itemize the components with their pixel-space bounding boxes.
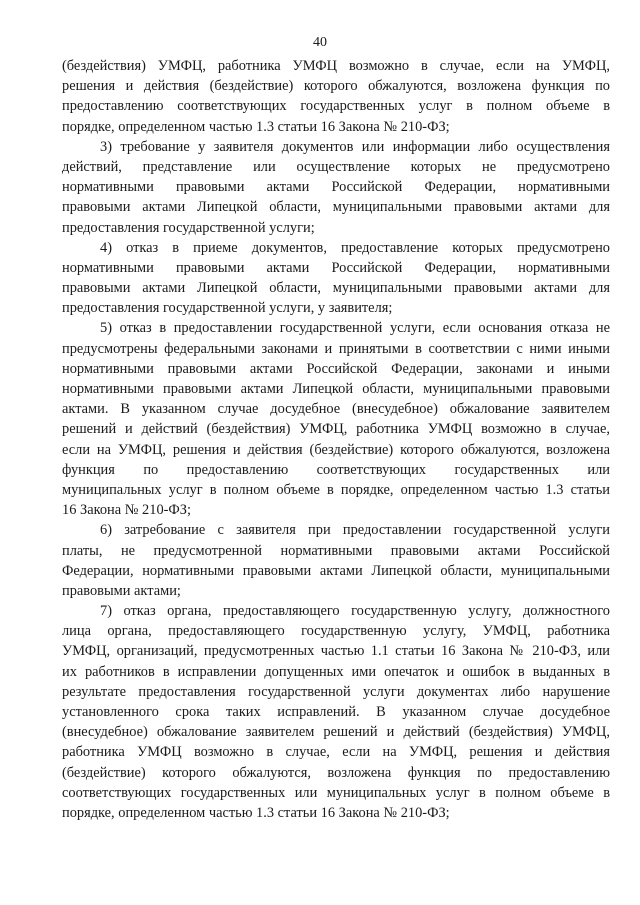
text-line: порядке, определенном частью 1.3 статьи 16 Закона № 210-ФЗ; — [62, 118, 450, 135]
text-line: лица органа, предоставляющего государственную услугу, УМФЦ, работника — [62, 623, 610, 640]
text-line: платы, не предусмотренной нормативными правовыми актами Российской — [62, 542, 610, 559]
text-line: 6) затребование с заявителя при предоставлении государственной услуги — [100, 522, 610, 539]
text-line: порядке, определенном частью 1.3 статьи 16 Закона № 210-ФЗ; — [62, 804, 450, 821]
text-line: соответствующих государственных или муниципальных услуг в полном объеме в — [62, 784, 610, 801]
text-line: предоставления государственной услуги; — [62, 219, 315, 236]
text-line: актами. В указанном случае досудебное (внесудебное) обжалование заявителем — [62, 401, 610, 418]
text-line: (внесудебное) обжалование заявителем решений и действий (бездействия) УМФЦ, — [62, 724, 610, 741]
text-line: нормативными правовыми актами Российской Федерации, нормативными — [62, 179, 610, 196]
text-line: 5) отказ в предоставлении государственной услуги, если основания отказа не — [100, 320, 610, 337]
document-body — [62, 56, 610, 823]
text-line: 3) требование у заявителя документов или информации либо осуществления — [100, 138, 610, 155]
text-line: правовыми актами; — [62, 582, 181, 599]
text-line: если на УМФЦ, решения и действия (бездействие) которого обжалуются, возложена — [62, 441, 610, 458]
text-line: их работников в исправлении допущенных ими опечаток и ошибок в выданных в — [62, 663, 610, 680]
text-line: результате предоставления государственной услуги документах либо нарушение — [62, 683, 610, 700]
text-line: установленного срока таких исправлений. В указанном случае досудебное — [62, 704, 610, 720]
text-line: (бездействия) УМФЦ, работника УМФЦ возможно в случае, если на УМФЦ, — [62, 58, 610, 74]
text-line: решения и действия (бездействие) которого обжалуются, возложена функция по — [62, 78, 610, 95]
text-line: предоставления государственной услуги, у заявителя; — [62, 300, 393, 317]
text-line: предоставлению соответствующих государственных услуг в полном объеме в — [62, 98, 610, 115]
text-line: нормативными правовыми актами Российской Федерации, нормативными — [62, 259, 610, 276]
page-number: 40 — [313, 35, 327, 50]
text-line: действий, представление или осуществление которых не предусмотрено — [62, 158, 610, 175]
text-line: (бездействие) которого обжалуются, возложена функция по предоставлению — [62, 764, 610, 781]
text-line: нормативными правовыми актами Российской Федерации, законами и иными — [62, 360, 610, 377]
text-line: муниципальных услуг в полном объеме в порядке, определенном частью 1.3 статьи — [62, 481, 610, 498]
text-line: решений и действий (бездействия) УМФЦ, работника УМФЦ возможно в случае, — [62, 421, 610, 438]
text-line: 7) отказ органа, предоставляющего государственную услугу, должностного — [100, 603, 610, 620]
text-line: Федерации, нормативными правовыми актами Липецкой области, муниципальными — [62, 562, 610, 579]
text-line: функция по предоставлению соответствующих государственных или — [62, 461, 610, 478]
text-line: правовыми актами Липецкой области, муниципальными правовыми актами для — [62, 280, 610, 297]
text-line: работника УМФЦ возможно в случае, если на УМФЦ, решения и действия — [62, 744, 610, 761]
text-line: 4) отказ в приеме документов, предоставление которых предусмотрено — [100, 239, 610, 256]
text-line: нормативными правовыми актами Липецкой области, муниципальными правовыми — [62, 381, 610, 397]
text-line: 16 Закона № 210-ФЗ; — [62, 502, 192, 519]
text-line: правовыми актами Липецкой области, муниципальными правовыми актами для — [62, 199, 610, 216]
text-line: предусмотрены федеральными законами и принятыми в соответствии с ними иными — [62, 340, 610, 357]
text-line: УМФЦ, организаций, предусмотренных частью 1.1 статьи 16 Закона № 210-ФЗ, или — [62, 643, 610, 660]
